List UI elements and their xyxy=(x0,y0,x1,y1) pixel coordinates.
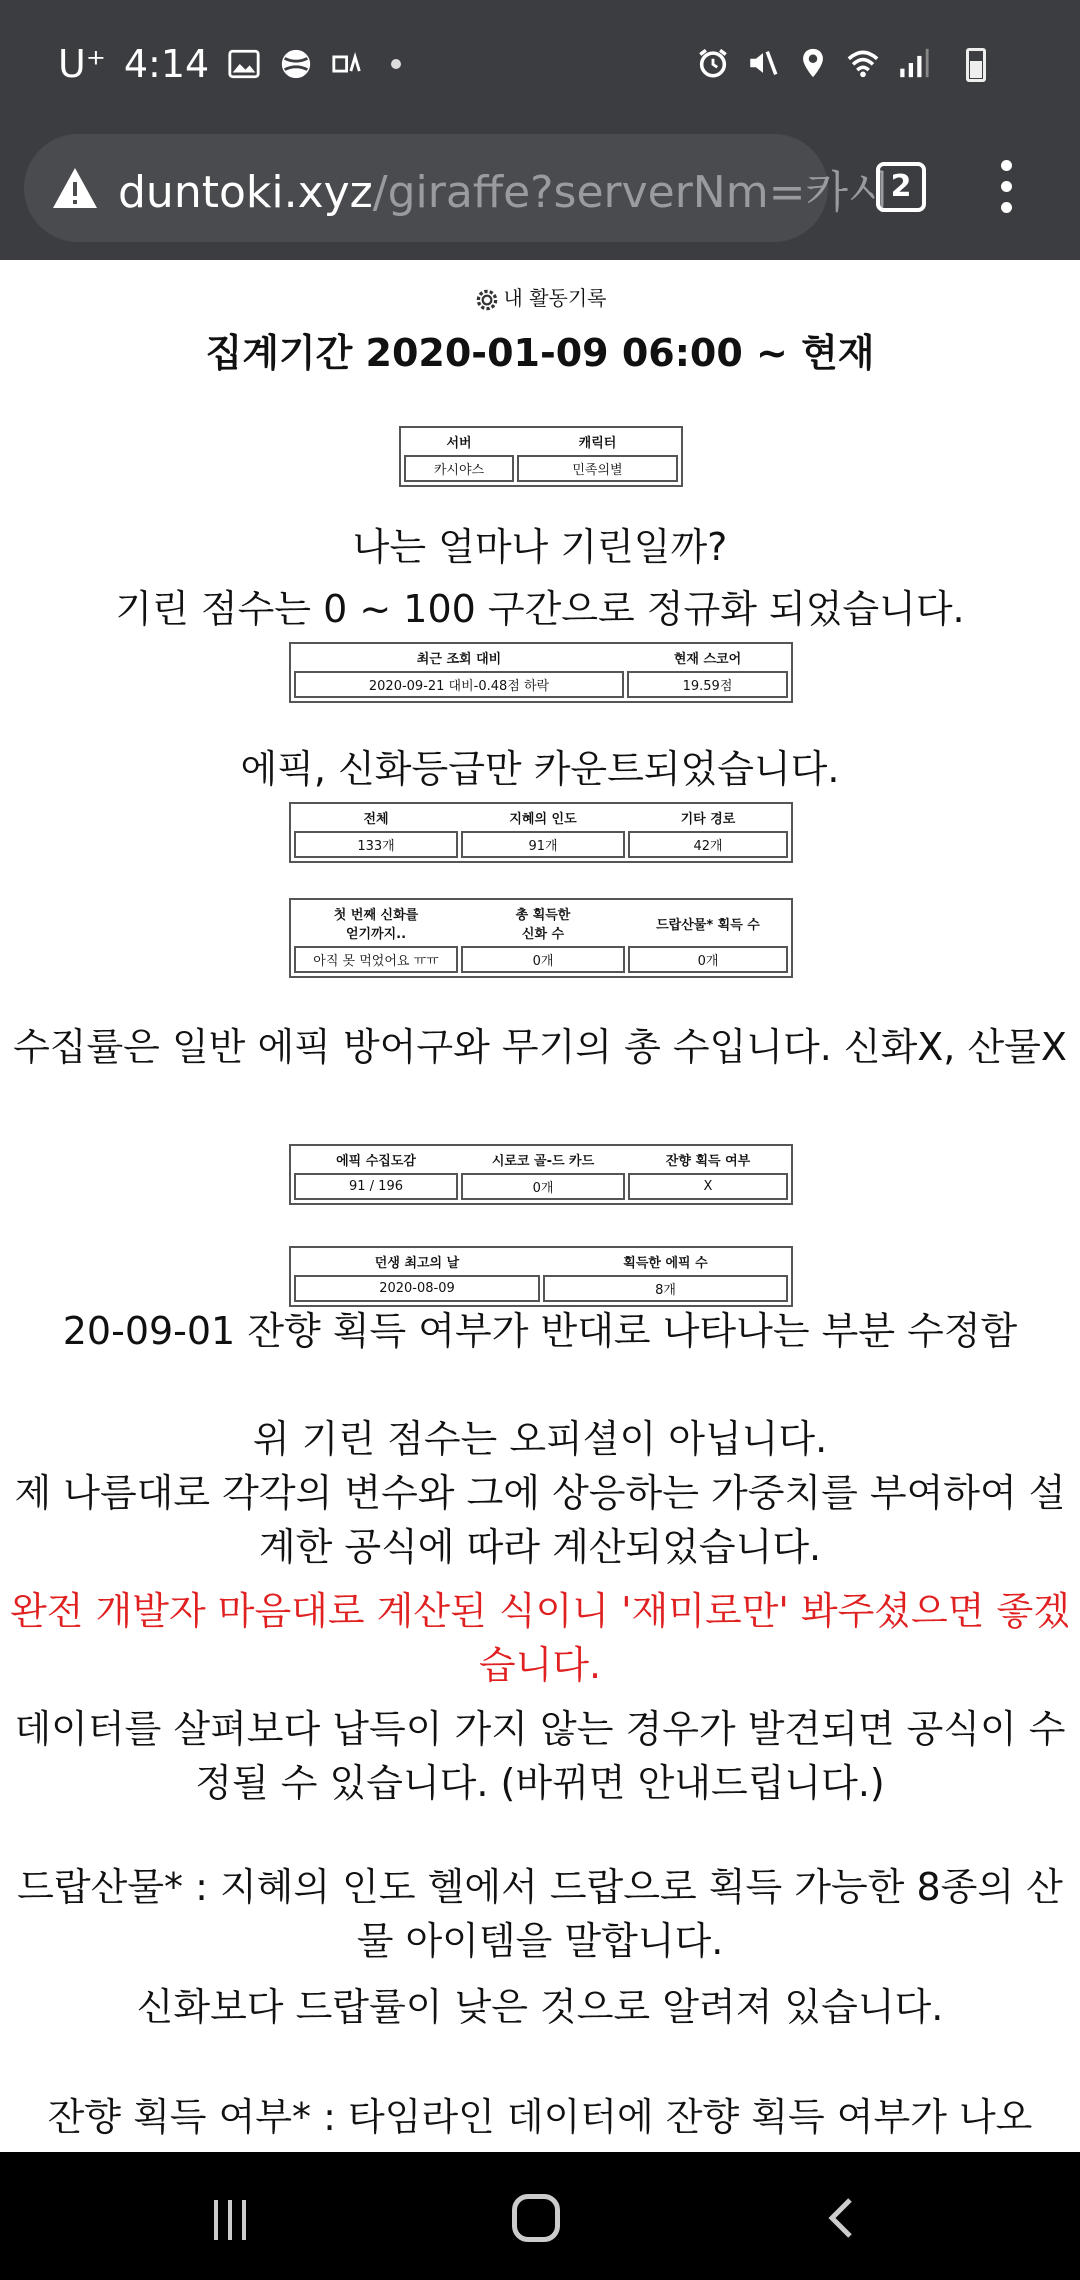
table-cell: 91개 xyxy=(461,831,625,858)
tab-switcher-button[interactable]: 2 xyxy=(876,162,926,212)
table-header: 총 획득한 신화 수 xyxy=(515,908,571,942)
best-day-table xyxy=(289,1246,793,1307)
myth-table xyxy=(289,898,793,978)
gallery-icon xyxy=(227,47,261,81)
disclaimer-2: 제 나름대로 각각의 변수와 그에 상응하는 가중치를 부여하여 설계한 공식에 따라 계산되었습니다. xyxy=(14,1471,1066,1569)
table-header: 서버 xyxy=(446,436,472,451)
clock: 4:14 xyxy=(123,42,210,86)
disclaimer-red: 완전 개발자 마음대로 계산된 식이니 '재미로만' 봐주셨으면 좋겠습니다. xyxy=(10,1589,1070,1687)
back-icon[interactable] xyxy=(824,2196,858,2240)
battery-icon xyxy=(966,48,986,82)
table-header: 기타 경로 xyxy=(680,812,736,827)
address-bar[interactable] xyxy=(24,134,891,242)
table-cell: 91 / 196 xyxy=(294,1173,458,1200)
table-header: 획득한 에픽 수 xyxy=(623,1256,708,1271)
table-header: 잔향 획득 여부 xyxy=(665,1154,751,1169)
table-header: 첫 번째 신화를 얻기까지.. xyxy=(333,908,419,942)
character-table xyxy=(399,426,683,487)
table-header: 지혜의 인도 xyxy=(509,812,577,827)
normalize-note: 기린 점수는 0 ~ 100 구간으로 정규화 되었습니다. xyxy=(115,587,965,631)
fix-note: 20-09-01 잔향 획득 여부가 반대로 나타나는 부분 수정함 xyxy=(62,1309,1018,1353)
disclaimer-3: 데이터를 살펴보다 납득이 가지 않는 경우가 발견되면 공식이 수정될 수 있습니다. (바뀌면 안내드립니다.) xyxy=(14,1707,1066,1805)
table-header: 캐릭터 xyxy=(578,436,617,451)
wifi-icon xyxy=(846,46,880,80)
table-cell: 0개 xyxy=(461,946,625,973)
table-cell: 19.59점 xyxy=(627,671,788,698)
status-bar xyxy=(0,0,1080,120)
url-path: /giraffe?serverNm=카시 xyxy=(372,167,891,218)
score-table xyxy=(289,642,793,703)
table-cell: 8개 xyxy=(543,1275,788,1302)
period-title: 집계기간 2020-01-09 06:00 ~ 현재 xyxy=(205,331,875,375)
alarm-icon xyxy=(696,46,730,80)
table-header: 시로코 골-드 카드 xyxy=(491,1154,595,1169)
table-header: 전체 xyxy=(363,812,389,827)
url-host: duntoki.xyz xyxy=(118,167,373,218)
table-cell: 2020-08-09 xyxy=(294,1275,540,1302)
disclaimer-1: 위 기린 점수는 오피셜이 아닙니다. xyxy=(252,1417,828,1461)
question-heading: 나는 얼마나 기린일까? xyxy=(352,525,728,569)
overflow-menu-icon[interactable] xyxy=(994,160,1018,220)
gear-icon xyxy=(474,287,500,313)
dot-icon xyxy=(391,59,401,69)
recent-apps-button[interactable] xyxy=(214,2200,256,2240)
ball-icon xyxy=(279,47,313,81)
table-header: 현재 스코어 xyxy=(673,652,742,667)
url-text[interactable] xyxy=(118,156,890,220)
count-table xyxy=(289,802,793,863)
mute-icon xyxy=(746,46,780,80)
table-cell: 0개 xyxy=(628,946,788,973)
warning-icon[interactable] xyxy=(50,164,100,212)
system-nav-bar xyxy=(0,2152,1080,2280)
table-cell: 카시야스 xyxy=(404,455,514,482)
table-header: 최근 조회 대비 xyxy=(416,652,502,667)
carrier-label: U⁺ xyxy=(58,42,106,86)
table-cell: 민족의별 xyxy=(517,455,678,482)
collection-table xyxy=(289,1144,793,1205)
epic-note: 에픽, 신화등급만 카운트되었습니다. xyxy=(240,747,840,791)
page-content xyxy=(0,260,1080,2152)
status-left xyxy=(58,42,401,86)
drop-note-2: 신화보다 드랍률이 낮은 것으로 알려져 있습니다. xyxy=(136,1985,944,2029)
table-cell: 133개 xyxy=(294,831,458,858)
table-header: 드랍산물* 획득 수 xyxy=(656,917,760,933)
activity-history-label: 내 활동기록 xyxy=(503,286,607,310)
table-cell: X xyxy=(628,1173,788,1200)
echo-note: 잔향 획득 여부* : 타임라인 데이터에 잔향 획득 여부가 나오 xyxy=(47,2095,1033,2139)
notification-icon xyxy=(331,47,365,81)
table-cell: 0개 xyxy=(461,1173,625,1200)
signal-icon xyxy=(896,46,930,80)
table-cell: 2020-09-21 대비-0.48점 하락 xyxy=(294,671,624,698)
collection-note: 수집률은 일반 에픽 방어구와 무기의 총 수입니다. 신화X, 산물X xyxy=(13,1025,1067,1069)
table-cell: 42개 xyxy=(628,831,788,858)
activity-history-link[interactable] xyxy=(0,282,1080,313)
table-cell: 아직 못 먹었어요 ㅠㅠ xyxy=(294,946,458,973)
drop-note-1: 드랍산물* : 지혜의 인도 헬에서 드랍으로 획득 가능한 8종의 산물 아이템을 말합니다. xyxy=(17,1865,1063,1963)
browser-toolbar xyxy=(0,120,1080,260)
table-header: 에픽 수집도감 xyxy=(336,1154,416,1169)
home-button[interactable] xyxy=(512,2194,560,2242)
location-icon xyxy=(796,46,830,80)
status-right xyxy=(696,46,930,80)
table-header: 던생 최고의 날 xyxy=(374,1256,460,1271)
